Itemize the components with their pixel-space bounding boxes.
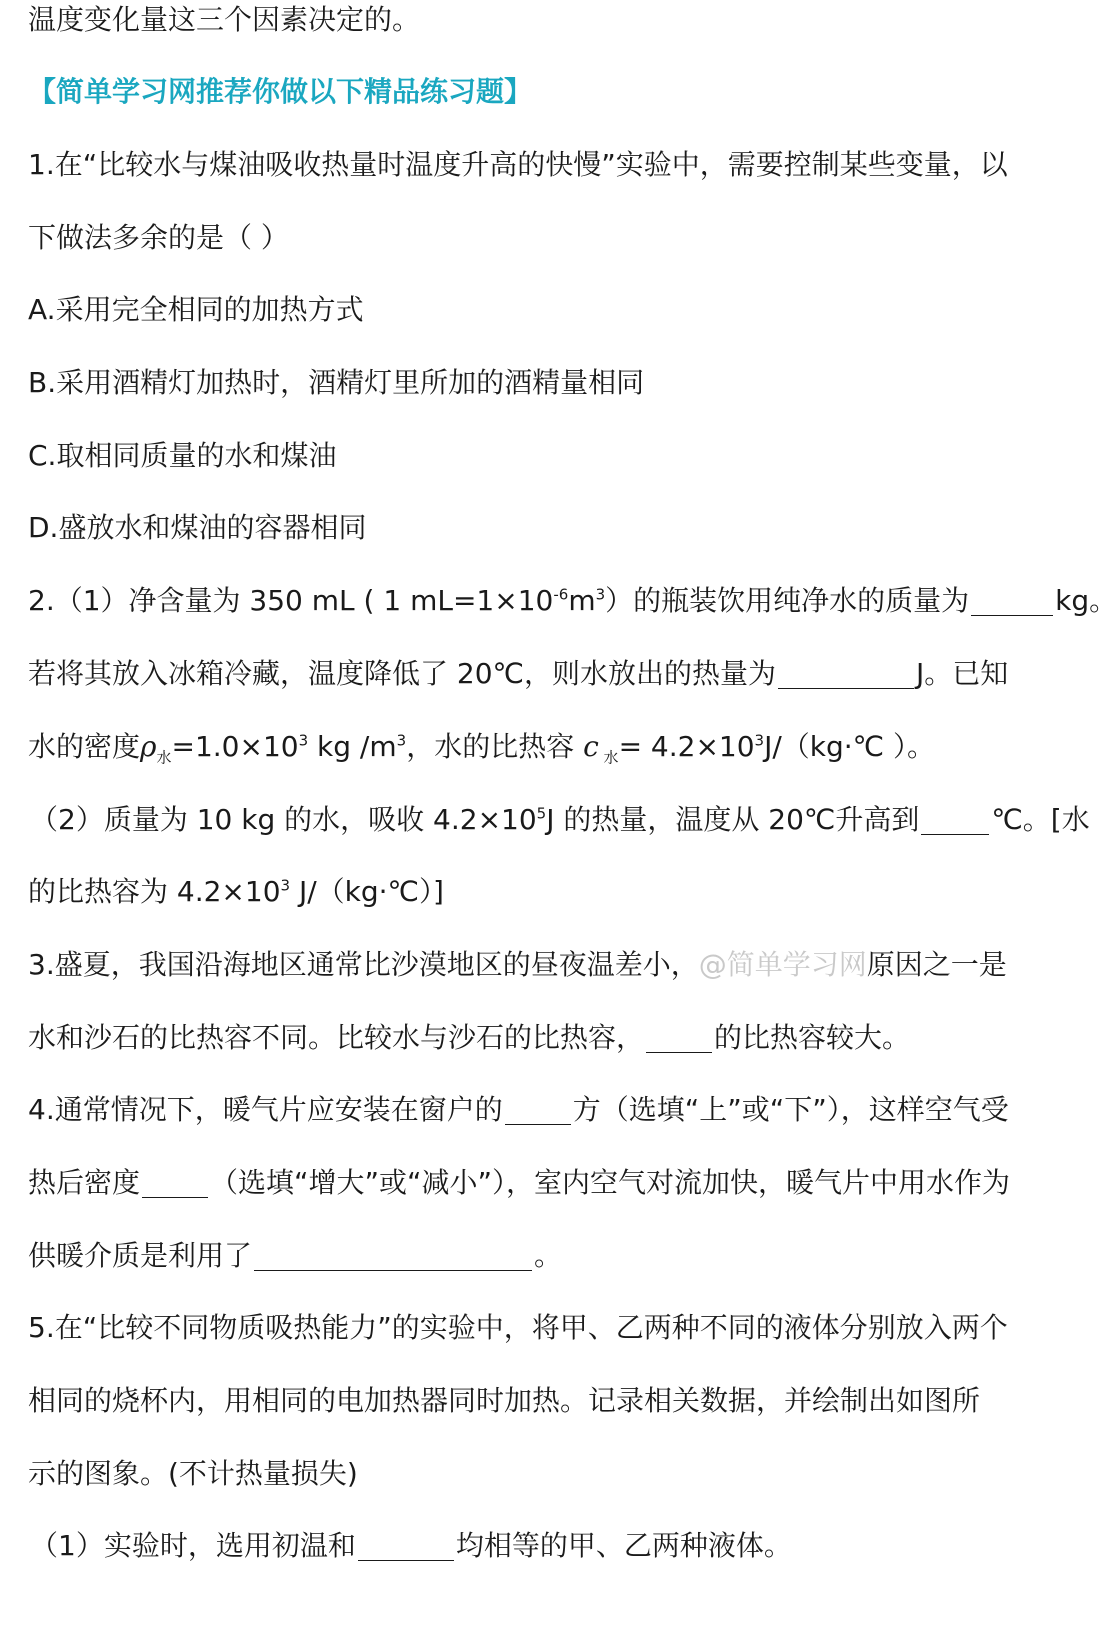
q2-l5-text-a: 的比热容为 4.2×10: [28, 875, 281, 908]
q1-option-d: D.盛放水和煤油的容器相同: [28, 511, 367, 544]
q4-l3-text-b: 。: [534, 1239, 563, 1272]
q4-l3-text-a: 供暖介质是利用了: [28, 1239, 253, 1272]
answer-blank: [358, 1534, 454, 1561]
q2-l1-sup1: -6: [553, 585, 569, 604]
section-heading: 【简单学习网推荐你做以下精品练习题】: [28, 75, 533, 108]
q3-l2-text-a: 水和沙石的比热容不同。比较水与沙石的比热容，: [28, 1021, 645, 1054]
q4-line3: [28, 1236, 562, 1276]
q2-l1-sup2: 3: [595, 585, 606, 604]
q5-line1: 5.在“比较不同物质吸热能力”的实验中，将甲、乙两种不同的液体分别放入两个: [28, 1311, 1008, 1344]
q5-line2: 相同的烧杯内，用相同的电加热器同时加热。记录相关数据，并绘制出如图所: [28, 1384, 981, 1417]
answer-blank: [778, 662, 914, 689]
q4-l1-text-b: 方（选填“上”或“下”），这样空气受: [572, 1093, 1009, 1126]
q3-l1-text-b: 原因之一是: [866, 948, 1007, 981]
q1-stem-line2: 下做法多余的是（ ）: [28, 221, 289, 254]
answer-blank: [142, 1171, 208, 1198]
q2-l4-text-b: J 的热量，温度从 20℃升高到: [546, 803, 920, 836]
q1-stem-line1: 1.在“比较水与煤油吸收热量时温度升高的快慢”实验中，需要控制某些变量，以: [28, 148, 1008, 181]
q5-line4: [30, 1526, 792, 1566]
q2-line3: [28, 727, 935, 767]
q2-l4-text-a: （2）质量为 10 kg 的水，吸收 4.2×10: [30, 803, 537, 836]
q1-option-c: C.取相同质量的水和煤油: [28, 439, 337, 472]
q2-line5: [28, 872, 444, 912]
q4-l2-text-a: 热后密度: [28, 1166, 141, 1199]
q5-line3: 示的图象。(不计热量损失): [28, 1457, 358, 1490]
c-symbol: c: [583, 730, 599, 763]
q2-l3-sup1: 3: [298, 731, 309, 750]
q2-l3-sub2: 水: [598, 748, 619, 767]
rho-symbol: ρ: [140, 730, 157, 763]
q5-l4-text-a: （1）实验时，选用初温和: [30, 1529, 356, 1562]
q2-l5-sup: 3: [280, 876, 291, 895]
q1-option-b: B.采用酒精灯加热时，酒精灯里所加的酒精量相同: [28, 366, 645, 399]
q4-line1: [28, 1090, 1009, 1130]
q3-l2-text-b: 的比热容较大。: [714, 1021, 911, 1054]
intro-tail-text: 温度变化量这三个因素决定的。: [28, 3, 421, 36]
q2-l3-text-b: =1.0×10: [171, 730, 299, 763]
q1-option-a: A.采用完全相同的加热方式: [28, 293, 364, 326]
q2-l1-text-c: ）的瓶装饮用纯净水的质量为: [605, 584, 970, 617]
watermark-text: @简单学习网: [698, 948, 867, 981]
q2-l3-text-d: ，水的比热容: [406, 730, 584, 763]
q2-l3-text-c: kg /m: [308, 730, 397, 763]
q2-l1-text-a: 2.（1）净含量为 350 mL ( 1 mL=1×10: [28, 584, 554, 617]
q2-l4-text-c: ℃。[水: [991, 803, 1090, 836]
q2-l3-text-a: 水的密度: [28, 730, 141, 763]
q3-line2: [28, 1018, 910, 1058]
q2-l5-text-b: J/（kg·℃）]: [290, 875, 444, 908]
q5-l4-text-b: 均相等的甲、乙两种液体。: [455, 1529, 792, 1562]
answer-blank: [646, 1026, 712, 1053]
q2-l3-sup2: 3: [396, 731, 407, 750]
q4-l2-text-b: （选填“增大”或“减小”），室内空气对流加快，暖气片中用水作为: [210, 1166, 1011, 1199]
answer-blank: [505, 1098, 571, 1125]
q2-line4: [30, 800, 1090, 840]
q2-l2-text-a: 若将其放入冰箱冷藏，温度降低了 20℃，则水放出的热量为: [28, 657, 776, 690]
q2-l3-text-e: = 4.2×10: [618, 730, 755, 763]
answer-blank: [921, 808, 989, 835]
answer-blank: [254, 1244, 532, 1271]
q2-l1-text-b: m: [568, 584, 596, 617]
q2-line2: [28, 654, 1008, 694]
q2-l3-text-f: J/（kg·℃ ）。: [764, 730, 936, 763]
q4-line2: [28, 1163, 1010, 1203]
q2-l3-sup3: 3: [754, 731, 765, 750]
q3-l1-text-a: 3.盛夏，我国沿海地区通常比沙漠地区的昼夜温差小，: [28, 948, 699, 981]
q2-line1: [28, 581, 1117, 621]
q2-l1-text-d: kg。: [1055, 584, 1117, 617]
q4-l1-text-a: 4.通常情况下，暖气片应安装在窗户的: [28, 1093, 503, 1126]
answer-blank: [971, 589, 1053, 616]
q2-l4-sup: 5: [536, 804, 547, 823]
q3-line1: [28, 945, 1007, 985]
q2-l3-sub1: 水: [156, 748, 172, 767]
q2-l2-text-b: J。已知: [915, 657, 1009, 690]
